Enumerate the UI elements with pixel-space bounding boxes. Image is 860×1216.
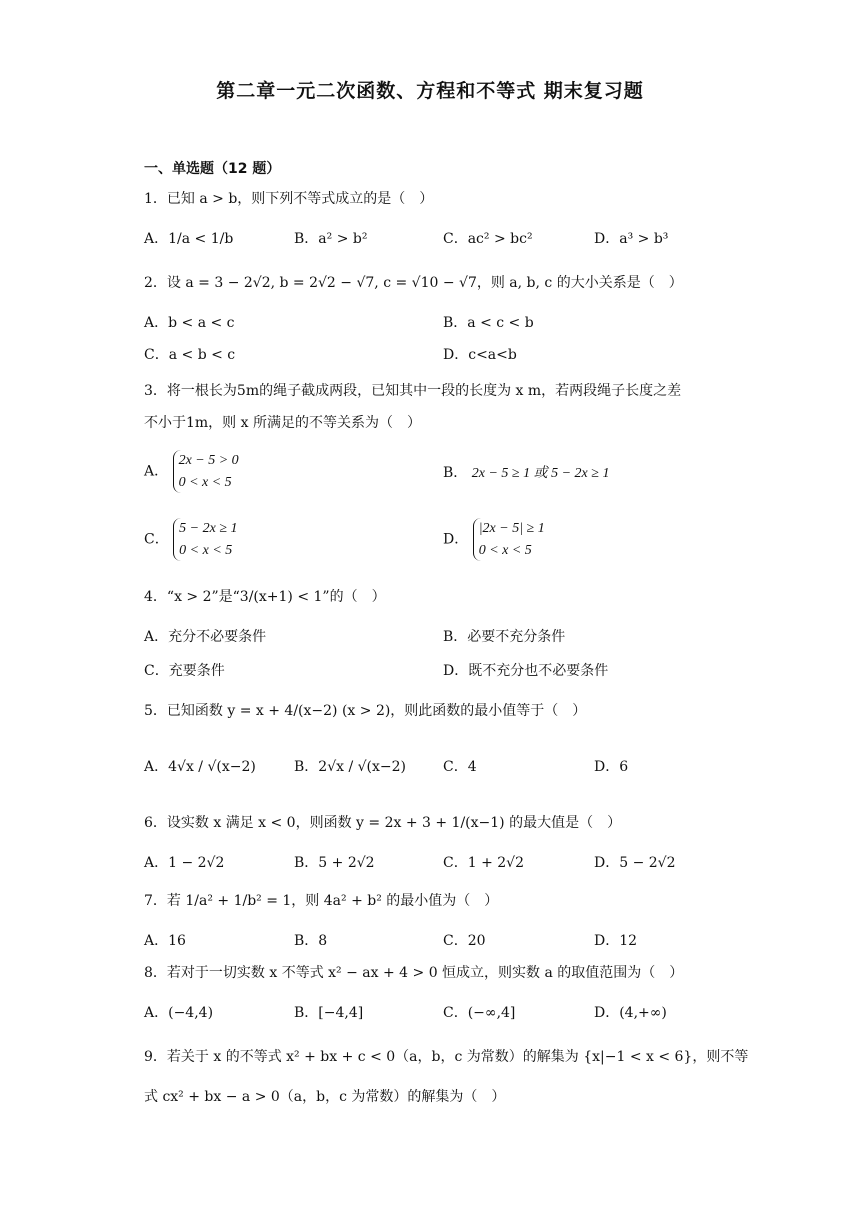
question-3-option-d xyxy=(443,518,545,561)
question-2-option-c: C．a < b < c xyxy=(144,347,236,363)
option-label: B． xyxy=(443,465,468,481)
question-4-option-c: C．充要条件 xyxy=(144,663,225,679)
question-6-option-c: C．1 + 2√2 xyxy=(443,855,524,871)
question-5-option-a: A．4√x / √(x−2) xyxy=(144,759,256,775)
question-7-option-d: D．12 xyxy=(594,933,638,949)
question-9-stem-line-1: 9．若关于 x 的不等式 x² + bx + c < 0（a，b，c 为常数）的解集为 {x|−1 < x < 6}，则不等 xyxy=(144,1049,749,1065)
question-3-option-b xyxy=(443,462,609,482)
question-5-option-d: D．6 xyxy=(594,759,629,775)
question-1-option-c: C．ac² > bc² xyxy=(443,231,533,247)
question-8-stem: 8．若对于一切实数 x 不等式 x² − ax + 4 > 0 恒成立，则实数 a 的取值范围为（ ） xyxy=(144,965,684,981)
question-7-stem: 7．若 1/a² + 1/b² = 1，则 4a² + b² 的最小值为（ ） xyxy=(144,893,499,909)
question-1-stem: 1．已知 a > b，则下列不等式成立的是（ ） xyxy=(144,191,434,207)
question-2-stem: 2．设 a = 3 − 2√2, b = 2√2 − √7, c = √10 − √7，则 a, b, c 的大小关系是（ ） xyxy=(144,275,683,291)
question-7-option-c: C．20 xyxy=(443,933,486,949)
option-label: A． xyxy=(144,463,169,480)
question-5-option-c: C．4 xyxy=(443,759,477,775)
question-4-option-a: A．充分不必要条件 xyxy=(144,629,267,645)
question-6-option-a: A．1 − 2√2 xyxy=(144,855,225,871)
system-line: 2x − 5 > 0 xyxy=(178,453,239,468)
question-6-stem: 6．设实数 x 满足 x < 0，则函数 y = 2x + 3 + 1/(x−1) 的最大值是（ ） xyxy=(144,815,622,831)
question-4-stem: 4．“x > 2”是“3/(x+1) < 1”的（ ） xyxy=(144,589,386,605)
question-3-stem-line-2: 不小于1m，则 x 所满足的不等关系为（ ） xyxy=(144,415,421,431)
question-1-option-d: D．a³ > b³ xyxy=(594,231,669,247)
equation-system xyxy=(173,450,239,493)
question-5-stem: 5．已知函数 y = x + 4/(x−2) (x > 2)，则此函数的最小值等于（ ） xyxy=(144,703,587,719)
question-1-option-b: B．a² > b² xyxy=(294,231,368,247)
question-2-option-d: D．c<a<b xyxy=(443,347,517,363)
question-7-option-a: A．16 xyxy=(144,933,186,949)
question-8-option-b: B．[−4,4] xyxy=(294,1005,364,1021)
option-label: D． xyxy=(443,531,469,548)
system-line: 0 < x < 5 xyxy=(478,542,532,558)
question-2-option-a: A．b < a < c xyxy=(144,315,235,331)
question-4-option-b: B．必要不充分条件 xyxy=(443,629,566,645)
question-4-option-d: D．既不充分也不必要条件 xyxy=(443,663,609,679)
question-8-option-c: C．(−∞,4] xyxy=(443,1005,516,1021)
system-line: |2x − 5| ≥ 1 xyxy=(478,521,545,536)
question-8-option-a: A．(−4,4) xyxy=(144,1005,214,1021)
equation-system xyxy=(173,518,237,561)
question-2-option-b: B．a < c < b xyxy=(443,315,534,331)
system-line: 0 < x < 5 xyxy=(178,474,232,490)
equation-system xyxy=(473,518,545,561)
question-1-option-a: A．1/a < 1/b xyxy=(144,231,234,247)
question-8-option-d: D．(4,+∞) xyxy=(594,1005,667,1021)
system-line: 5 − 2x ≥ 1 xyxy=(179,521,238,536)
option-text: 2x − 5 ≥ 1 或 5 − 2x ≥ 1 xyxy=(471,466,610,481)
question-6-option-d: D．5 − 2√2 xyxy=(594,855,676,871)
question-3-option-c xyxy=(144,518,238,561)
system-line: 0 < x < 5 xyxy=(179,542,233,558)
question-9-stem-line-2: 式 cx² + bx − a > 0（a，b，c 为常数）的解集为（ ） xyxy=(144,1089,506,1105)
question-5-option-b: B．2√x / √(x−2) xyxy=(294,759,407,775)
question-3-stem-line-1: 3．将一根长为5m的绳子截成两段，已知其中一段的长度为 x m，若两段绳子长度之差 xyxy=(144,383,682,399)
question-3-option-a xyxy=(144,450,239,493)
document-title: 第二章一元二次函数、方程和不等式 期末复习题 xyxy=(216,80,644,102)
question-7-option-b: B．8 xyxy=(294,933,328,949)
question-6-option-b: B．5 + 2√2 xyxy=(294,855,375,871)
section-heading: 一、单选题（12 题） xyxy=(144,161,281,177)
option-label: C． xyxy=(144,531,169,548)
